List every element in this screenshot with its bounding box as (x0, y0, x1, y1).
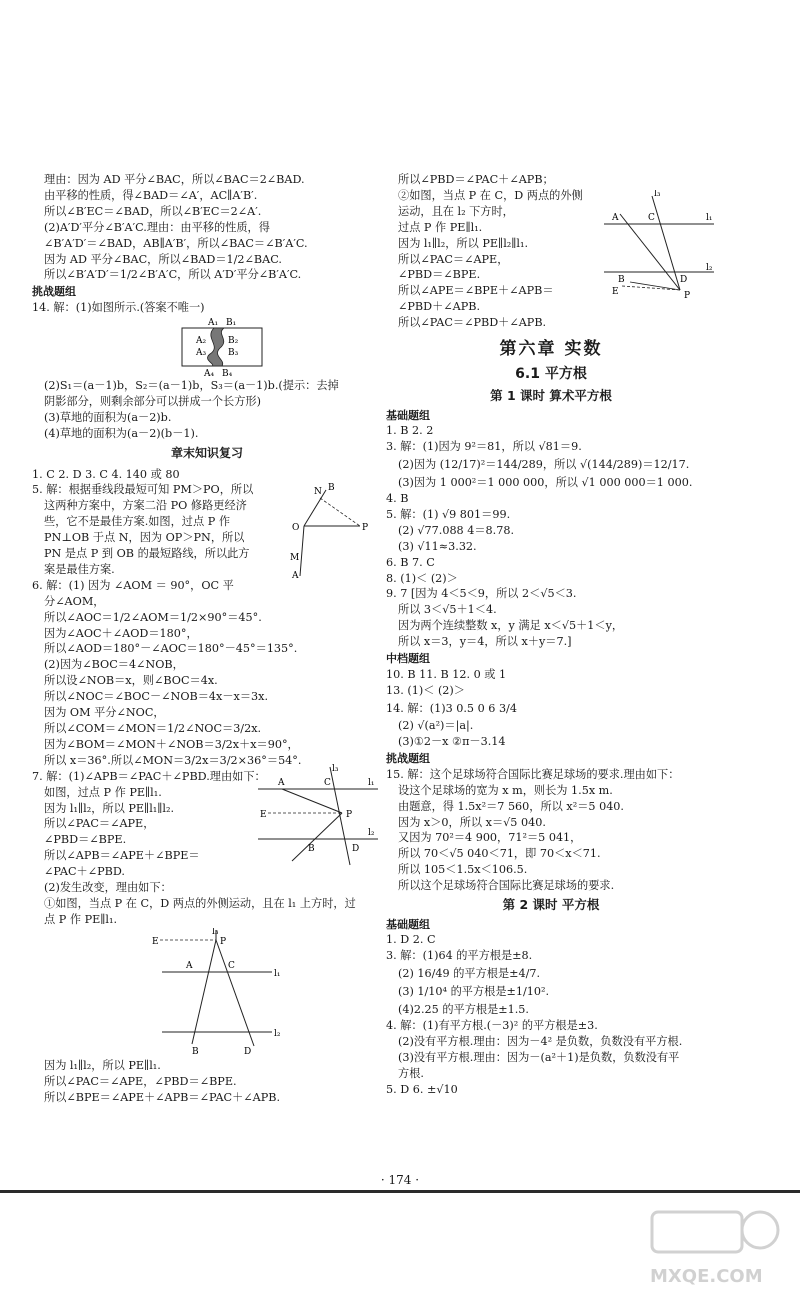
l1-line-6: 5. 解：(1) √9 801＝99. (386, 507, 511, 521)
q14-head: 14. 解：(1)如图所示.(答案不唯一) (32, 300, 205, 314)
m-line-2: 13. (1)＜ (2)＞ (386, 683, 465, 697)
lesson2-title: 第 2 课时 平方根 (502, 897, 600, 913)
challenge-group: 挑战题组 (386, 752, 430, 766)
q5-line-6: 案是最佳方案. (44, 562, 115, 576)
q5-block (32, 482, 382, 581)
fig7a-label-a: A (278, 777, 285, 788)
left-line-1: 理由：因为 AD 平分∠BAC，所以∠BAC＝2∠BAD. (44, 173, 305, 186)
footer-rule (0, 1190, 800, 1193)
q7-continued (386, 172, 716, 331)
right-top-5: 因为 l₁∥l₂，所以 PE∥l₂∥l₁. (398, 236, 529, 250)
l2-line-9: 方根. (398, 1066, 424, 1080)
q14-figure (32, 316, 332, 378)
fig14-label-b2: B₂ (228, 335, 239, 346)
q15-line-2: 设这个足球场的宽为 x m，则长为 1.5x m. (398, 783, 613, 797)
section-challenge: 挑战题组 (32, 285, 76, 299)
l1-line-11: 9. 7 [因为 4＜5＜9，所以 2＜√5＜3. (386, 587, 577, 601)
q6-line-10: 所以∠COM＝∠MON＝1/2∠NOC＝3/2x. (44, 722, 262, 736)
fig7b-label-p: P (220, 936, 227, 947)
l1-line-10: 8. (1)＜ (2)＞ (386, 571, 458, 585)
fig7a-label-d: D (352, 843, 360, 854)
m-line-5: (3)①2－x ②π－3.14 (398, 735, 506, 749)
basic-group-2: 基础题组 (386, 917, 430, 931)
page-number: · 174 · (380, 1173, 420, 1187)
fig5-label-a: A (292, 571, 299, 581)
q7-tail-2: 所以∠PAC＝∠APE，∠PBD＝∠BPE. (44, 1074, 237, 1088)
q5-line-1: 5. 解：根据垂线段最短可知 PM＞PO，所以 (32, 483, 254, 497)
right-top-9: ∠PBD＋∠APB. (398, 300, 481, 314)
fig14-label-a4: A₄ (204, 368, 215, 378)
review-title: 章末知识复习 (170, 446, 243, 461)
q5-line-4: PN⊥OB 于点 N，因为 OP＞PN，所以 (44, 531, 245, 545)
right-top-4: 过点 P 作 PE∥l₁. (398, 220, 483, 234)
fig7b-label-l2: l₂ (274, 1028, 281, 1039)
q7-line-6: 所以∠APB＝∠APE＋∠BPE＝ (44, 849, 200, 863)
q7-tail-3: 所以∠BPE＝∠APE＋∠APB＝∠PAC＋∠APB. (44, 1090, 281, 1104)
q6-line-9: 因为 OM 平分∠NOC， (44, 706, 165, 720)
l2-line-5: (4)2.25 的平方根是±1.5. (398, 1003, 529, 1017)
fig5-label-b: B (328, 483, 335, 494)
fig7a-label-l2: l₂ (368, 827, 375, 838)
fig7c-label-b: B (618, 275, 625, 285)
fig7c-label-l3: l₃ (654, 190, 661, 199)
basic-group-1: 基础题组 (386, 408, 430, 422)
q7-block (32, 763, 382, 928)
left-line-4: (2)A′D′平分∠B′A′C.理由：由平移的性质，得 (44, 220, 270, 234)
right-top-7: ∠PBD＝∠BPE. (398, 268, 481, 282)
l1-line-3: (2)因为 (12/17)²＝144/289，所以 √(144/289)＝12/17. (398, 458, 690, 472)
fig7b-label-d: D (244, 1046, 252, 1057)
fig7b-label-l1: l₁ (274, 968, 281, 979)
fig7a-label-b: B (308, 843, 315, 854)
left-line-2: 由平移的性质，得∠BAD＝∠A′，AC∥A′B′. (44, 188, 258, 202)
q7-line-3: 因为 l₁∥l₂，所以 PE∥l₁∥l₂. (44, 801, 175, 815)
lesson1-title: 第 1 课时 算术平方根 (490, 388, 612, 404)
left-line-5: ∠B′A′D′＝∠BAD，AB∥A′B′，所以∠BAC＝∠B′A′C. (44, 236, 308, 250)
l2-line-1: 1. D 2. C (386, 933, 436, 947)
q5-line-3: 些，它不是最佳方案.如图，过点 P 作 (44, 515, 231, 529)
fig5-label-o: O (292, 523, 300, 534)
q7-line-2: 如图，过点 P 作 PE∥l₁. (44, 785, 162, 799)
right-top-1: 所以∠PBD＝∠PAC＋∠APB； (398, 173, 554, 186)
fig7c-label-d: D (680, 275, 688, 285)
chapter-title: 第六章 实数 (499, 339, 603, 360)
l1-line-14: 所以 x＝3，y＝4，所以 x＋y＝7.] (398, 635, 572, 649)
l1-line-8: (3) √11≈3.32. (398, 539, 477, 553)
q15-line-1: 15. 解：这个足球场符合国际比赛足球场的要求.理由如下： (386, 767, 680, 781)
q14-line-1: (2)S₁＝(a－1)b，S₂＝(a－1)b，S₃＝(a－1)b.(提示：去掉 (44, 378, 339, 392)
review-q1-4: 1. C 2. D 3. C 4. 140 或 80 (32, 467, 180, 481)
q7-line-8: (2)发生改变，理由如下： (44, 881, 172, 895)
l1-line-12: 所以 3＜√5＋1＜4. (398, 603, 497, 617)
q5-line-2: 这两种方案中，方案二沿 PO 修路更经济 (44, 499, 247, 513)
q6-line-4: 因为∠AOC＋∠AOD＝180°， (44, 626, 198, 640)
fig14-label-a3: A₃ (196, 347, 207, 358)
l1-line-7: (2) √77.088 4＝8.78. (398, 523, 515, 537)
watermark-logo-icon (642, 1202, 782, 1292)
right-column (386, 172, 716, 1098)
fig7c-label-c: C (648, 213, 655, 223)
fig7b-label-b: B (192, 1046, 199, 1057)
section-title: 6.1 平方根 (515, 366, 587, 383)
l2-line-2: 3. 解：(1)64 的平方根是±8. (386, 949, 533, 963)
right-top-6: 所以∠PAC＝∠APE， (398, 252, 509, 266)
fig5-label-m: M (290, 553, 300, 564)
l2-line-3: (2) 16/49 的平方根是±4/7. (398, 967, 541, 981)
q5-figure (290, 480, 380, 580)
q14-line-2: 阴影部分，则剩余部分可以拼成一个长方形) (44, 394, 261, 408)
fig14-label-a2: A₂ (196, 335, 207, 346)
m-line-1: 10. B 11. B 12. 0 或 1 (386, 667, 507, 681)
fig7a-label-p: P (346, 809, 353, 820)
fig7c-label-l1: l₁ (706, 213, 713, 223)
fig7b-label-a: A (186, 960, 193, 971)
l2-line-8: (3)没有平方根.理由：因为－(a²＋1)是负数，负数没有平 (398, 1050, 680, 1064)
right-top-3: 运动，且在 l₂ 下方时， (398, 204, 514, 218)
fig14-label-b4: B₄ (222, 368, 233, 378)
q6-line-7: 所以设∠NOB＝x，则∠BOC＝4x. (44, 674, 218, 688)
fig7c-label-p: P (684, 291, 691, 300)
q5-line-5: PN 是点 P 到 OB 的最短路线，所以此方 (44, 547, 250, 561)
q15-line-8: 所以这个足球场符合国际比赛足球场的要求. (398, 879, 615, 893)
q15-line-7: 所以 105＜1.5x＜106.5. (398, 863, 528, 877)
medium-group: 中档题组 (386, 652, 430, 666)
q6-line-5: 所以∠AOD＝180°－∠AOC＝180°－45°＝135°. (44, 642, 298, 656)
q7-line-5: ∠PBD＝∠BPE. (44, 833, 127, 847)
q7-line-4: 所以∠PAC＝∠APE， (44, 817, 155, 831)
left-line-7: 所以∠B′A′D′＝1/2∠B′A′C，所以 A′D′平分∠B′A′C. (44, 268, 302, 282)
right-top-2: ②如图，当点 P 在 C，D 两点的外侧 (398, 188, 583, 202)
fig14-label-b3: B₃ (228, 347, 239, 358)
q14-line-4: (4)草地的面积为(a－2)(b－1). (44, 426, 199, 440)
left-line-3: 所以∠B′EC＝∠BAD，所以∠B′EC＝2∠A′. (44, 204, 262, 218)
fig7b-label-c: C (228, 960, 235, 971)
l2-line-4: (3) 1/10⁴ 的平方根是±1/10². (398, 985, 550, 999)
fig14-label-a1: A₁ (208, 317, 219, 328)
l1-line-1: 1. B 2. 2 (386, 424, 434, 438)
q6-line-2: 分∠AOM， (44, 594, 105, 608)
fig14-label-b1: B₁ (226, 317, 237, 328)
fig5-label-p: P (362, 523, 369, 534)
l1-line-2: 3. 解：(1)因为 9²＝81，所以 √81＝9. (386, 440, 582, 454)
right-top-8: 所以∠APE＝∠BPE＋∠APB＝ (398, 284, 554, 298)
q6-line-11: 因为∠BOM＝∠MON＋∠NOB＝3/2x＋x＝90°， (44, 737, 299, 751)
q14-line-3: (3)草地的面积为(a－2)b. (44, 410, 172, 424)
watermark-text: MXQE.COM (650, 1266, 763, 1287)
q15-line-4: 因为 x＞0，所以 x＝√5 040. (398, 815, 546, 829)
q15-line-6: 所以 70＜√5 040＜71，即 70＜x＜71. (398, 847, 601, 861)
fig5-label-n: N (314, 487, 322, 498)
q7-line-1: 7. 解：(1)∠APB＝∠PAC＋∠PBD.理由如下： (32, 769, 266, 783)
fig7a-label-l3: l₃ (332, 763, 339, 774)
left-line-6: 因为 AD 平分∠BAC，所以∠BAD＝1/2∠BAC. (44, 252, 282, 266)
m-line-4: (2) √(a²)＝|a|. (398, 719, 474, 733)
q7-line-9: ①如图，当点 P 在 C，D 两点的外侧运动，且在 l₁ 上方时，过 (44, 896, 356, 910)
q7-figure-3 (600, 190, 720, 300)
q6-line-12: 所以 x＝36°.所以∠MON＝3/2x＝3/2×36°＝54°. (44, 753, 302, 767)
fig7b-label-l3: l₃ (212, 927, 219, 937)
m-line-3: 14. 解：(1)3 0.5 0 6 3/4 (386, 701, 517, 715)
q6-line-3: 所以∠AOC＝1/2∠AOM＝1/2×90°＝45°. (44, 610, 262, 624)
q6-line-1: 6. 解：(1) 因为 ∠AOM ＝ 90°，OC 平 (32, 578, 234, 592)
fig7c-label-a: A (612, 213, 619, 223)
q7-figure-2 (32, 928, 382, 1058)
fig7a-label-e: E (260, 809, 267, 820)
q6-line-6: (2)因为∠BOC＝4∠NOB， (44, 658, 184, 672)
l1-line-9: 6. B 7. C (386, 555, 435, 569)
fig7a-label-l1: l₁ (368, 777, 375, 788)
l2-line-6: 4. 解：(1)有平方根.(－3)² 的平方根是±3. (386, 1019, 598, 1032)
fig7b-label-e: E (152, 936, 159, 947)
q7-line-7: ∠PAC＋∠PBD. (44, 865, 125, 879)
fig7c-label-e: E (612, 287, 619, 297)
q7-line-10: 点 P 作 PE∥l₁. (44, 912, 118, 926)
l1-line-13: 因为两个连续整数 x，y 满足 x＜√5＋1＜y， (398, 619, 624, 633)
q7-tail-1: 因为 l₁∥l₂，所以 PE∥l₁. (44, 1058, 161, 1072)
q7-figure-1 (254, 761, 384, 871)
l2-line-10: 5. D 6. ±√10 (386, 1082, 458, 1096)
l1-line-4: (3)因为 1 000²＝1 000 000，所以 √1 000 000＝1 000. (398, 476, 693, 490)
right-top-10: 所以∠PAC＝∠PBD＋∠APB. (398, 316, 547, 330)
q6-line-8: 所以∠NOC＝∠BOC－∠NOB＝4x－x＝3x. (44, 690, 269, 704)
l1-line-5: 4. B (386, 492, 409, 506)
l2-line-7: (2)没有平方根.理由：因为－4² 是负数，负数没有平方根. (398, 1034, 683, 1048)
q15-line-5: 又因为 70²＝4 900，71²＝5 041， (398, 831, 582, 845)
q15-line-3: 由题意，得 1.5x²＝7 560，所以 x²＝5 040. (398, 799, 624, 813)
fig7c-label-l2: l₂ (706, 263, 713, 273)
fig7a-label-c: C (324, 777, 331, 788)
left-column (32, 172, 382, 1106)
